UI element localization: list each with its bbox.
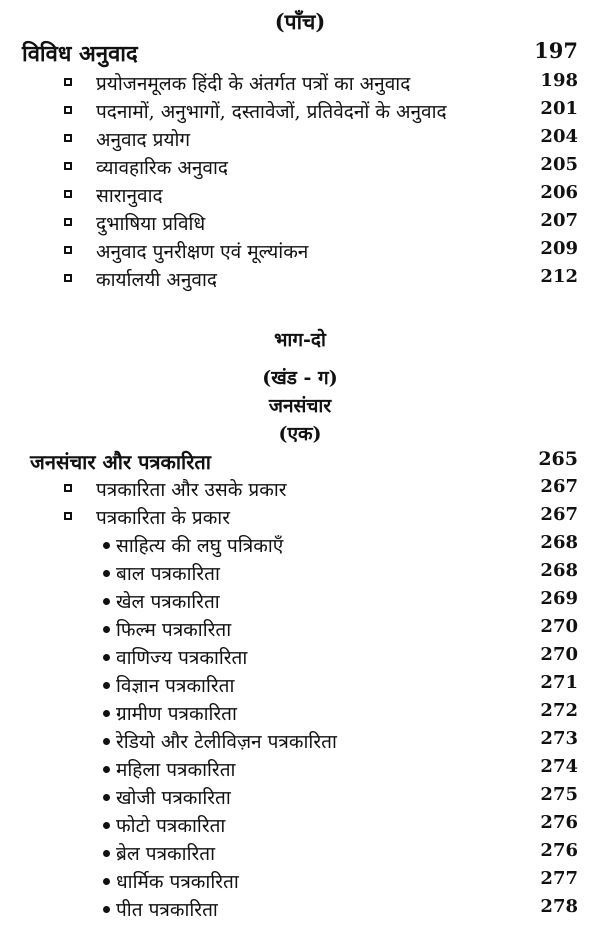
toc-subitem-label: पीत पत्रकारिता [116,899,218,921]
square-bullet-icon [64,190,72,198]
toc-subitem-page: 271 [540,672,578,693]
toc-item[interactable] [0,182,600,210]
toc-subitem[interactable] [0,588,600,616]
bullet-dot-icon [103,626,110,633]
bullet-dot-icon [103,542,110,549]
bullet-dot-icon [103,570,110,577]
toc-subitem-label: वाणिज्य पत्रकारिता [116,647,248,669]
toc-item[interactable] [0,266,600,294]
toc-subitem-label: फोटो पत्रकारिता [116,815,226,837]
toc-subitem[interactable] [0,840,600,868]
bullet-dot-icon [103,654,110,661]
toc-subitem-page: 274 [540,756,578,777]
toc-item-page: 206 [540,182,578,203]
toc-subitem-label: बाल पत्रकारिता [116,563,220,585]
toc-section-heading[interactable] [0,38,600,66]
square-bullet-icon [64,274,72,282]
toc-item[interactable] [0,98,600,126]
bullet-dot-icon [103,710,110,717]
toc-subitem-label: विज्ञान पत्रकारिता [116,675,235,697]
toc-subitem[interactable] [0,532,600,560]
toc-item-label: अनुवाद प्रयोग [96,129,191,151]
square-bullet-icon [64,218,72,226]
toc-subitem-page: 278 [540,896,578,917]
toc-subitem-page: 277 [540,868,578,889]
toc-subitem-label: ब्रेल पत्रकारिता [116,843,216,865]
toc-item-page: 267 [540,504,578,525]
toc-subitem-page: 276 [540,812,578,833]
toc-subitem-page: 270 [540,644,578,665]
toc-subitem-page: 275 [540,784,578,805]
toc-item-label: सारानुवाद [96,185,163,207]
toc-subitem[interactable] [0,728,600,756]
section-page-number: 265 [538,448,578,470]
toc-item-page: 201 [540,98,578,119]
square-bullet-icon [64,134,72,142]
toc-subitem-page: 276 [540,840,578,861]
toc-item-label: पत्रकारिता के प्रकार [96,507,231,529]
square-bullet-icon [64,246,72,254]
bullet-dot-icon [103,766,110,773]
toc-subitem[interactable] [0,700,600,728]
toc-subitem[interactable] [0,784,600,812]
toc-subitem[interactable] [0,616,600,644]
toc-item[interactable] [0,238,600,266]
toc-item[interactable] [0,476,600,504]
toc-subitem-label: खोजी पत्रकारिता [116,787,231,809]
toc-subitem[interactable] [0,812,600,840]
toc-item-page: 198 [540,70,578,91]
toc-item-label: दुभाषिया प्रविधि [96,213,206,235]
bullet-dot-icon [103,878,110,885]
unit-number: (एक) [278,423,322,445]
toc-item-page: 209 [540,238,578,259]
toc-subitem-label: खेल पत्रकारिता [116,591,220,613]
toc-subitem-label: ग्रामीण पत्रकारिता [116,703,237,725]
toc-item-label: व्यावहारिक अनुवाद [96,157,228,179]
section-title: विविध अनुवाद [22,41,138,67]
toc-item[interactable] [0,504,600,532]
toc-subitem[interactable] [0,672,600,700]
section-page-number: 197 [534,38,578,63]
toc-item-label: कार्यालयी अनुवाद [96,269,217,291]
bullet-dot-icon [103,682,110,689]
part-title: भाग-दो [274,329,326,351]
section-title: जनसंचार और पत्रकारिता [30,450,211,474]
toc-item-page: 267 [540,476,578,497]
square-bullet-icon [64,106,72,114]
toc-subitem-label: साहित्य की लघु पत्रिकाएँ [116,535,284,557]
toc-item[interactable] [0,70,600,98]
toc-item-label: प्रयोजनमूलक हिंदी के अंतर्गत पत्रों का अनुवाद [96,73,411,95]
unit-title: जनसंचार [268,395,332,417]
square-bullet-icon [64,484,72,492]
toc-subitem-page: 270 [540,616,578,637]
toc-item[interactable] [0,154,600,182]
toc-item-page: 205 [540,154,578,175]
toc-subitem-label: धार्मिक पत्रकारिता [116,871,239,893]
square-bullet-icon [64,512,72,520]
toc-section-heading[interactable] [0,448,600,476]
square-bullet-icon [64,78,72,86]
toc-subitem[interactable] [0,896,600,924]
toc-item-label: पत्रकारिता और उसके प्रकार [96,479,287,501]
toc-subitem-page: 268 [540,532,578,553]
page-header: (पाँच) [274,9,326,34]
toc-subitem-label: रेडियो और टेलीविज़न पत्रकारिता [116,731,337,753]
toc-item-page: 212 [540,266,578,287]
toc-item[interactable] [0,210,600,238]
toc-subitem-page: 272 [540,700,578,721]
toc-item-label: पदनामों, अनुभागों, दस्तावेजों, प्रतिवेदनों के अनुवाद [96,101,447,123]
bullet-dot-icon [103,598,110,605]
toc-subitem-page: 269 [540,588,578,609]
toc-subitem-page: 268 [540,560,578,581]
toc-subitem-label: महिला पत्रकारिता [116,759,236,781]
toc-subitem[interactable] [0,560,600,588]
toc-subitem-page: 273 [540,728,578,749]
toc-subitem[interactable] [0,756,600,784]
toc-subitem-label: फिल्म पत्रकारिता [116,619,232,641]
bullet-dot-icon [103,738,110,745]
bullet-dot-icon [103,850,110,857]
toc-item[interactable] [0,126,600,154]
toc-subitem[interactable] [0,868,600,896]
square-bullet-icon [64,162,72,170]
toc-item-page: 204 [540,126,578,147]
bullet-dot-icon [103,794,110,801]
toc-subitem[interactable] [0,644,600,672]
toc-item-label: अनुवाद पुनरीक्षण एवं मूल्यांकन [96,241,309,263]
bullet-dot-icon [103,906,110,913]
bullet-dot-icon [103,822,110,829]
khand-title: (खंड - ग) [262,367,338,389]
toc-item-page: 207 [540,210,578,231]
